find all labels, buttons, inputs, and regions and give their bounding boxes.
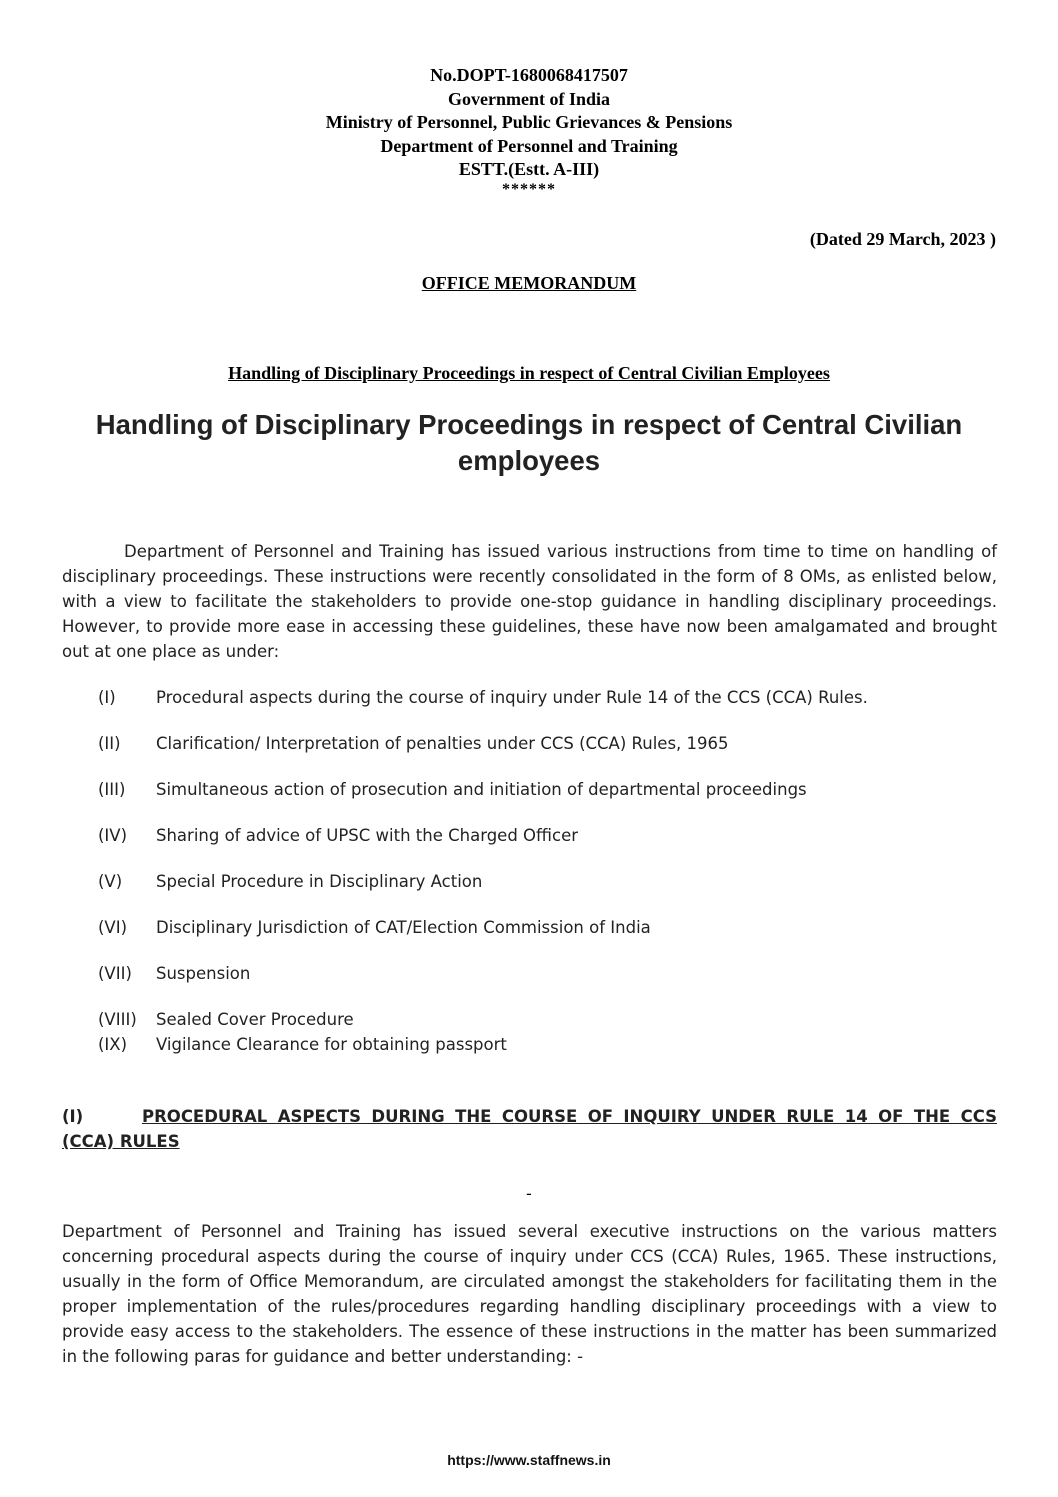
ministry-line: Ministry of Personnel, Public Grievances & Pensions bbox=[325, 112, 733, 132]
list-item bbox=[98, 1009, 354, 1031]
list-item bbox=[98, 687, 868, 709]
list-item bbox=[98, 779, 807, 801]
list-item bbox=[98, 917, 651, 939]
list-item-text: Suspension bbox=[156, 964, 251, 983]
list-item-text: Clarification/ Interpretation of penalties under CCS (CCA) Rules, 1965 bbox=[156, 734, 729, 753]
list-item-text: Sharing of advice of UPSC with the Charged Officer bbox=[156, 826, 578, 845]
section-heading bbox=[62, 1104, 997, 1154]
list-item bbox=[98, 825, 578, 847]
section-paragraph: Department of Personnel and Training has issued several executive instructions on the various matters concerning procedural aspects during the course of inquiry under CCS (CCA) Rules, 1965. These instructions, usually in the form of Office Memorandum, are circulated amongst the stakeholders for facilitating them in the proper implementation of the rules/procedures regarding handling disciplinary proceedings with a view to provide easy access to the stakeholders. The essence of these instructions in the matter has been summarized in the following paras for guidance and better understanding: - bbox=[62, 1222, 997, 1366]
list-item-number: (II) bbox=[98, 734, 121, 753]
list-item-text: Procedural aspects during the course of inquiry under Rule 14 of the CCS (CCA) Rules. bbox=[156, 688, 868, 707]
list-item bbox=[98, 963, 250, 985]
list-item bbox=[98, 733, 729, 755]
document-title: Handling of Disciplinary Proceedings in respect of Central Civilian employees bbox=[95, 409, 963, 476]
intro-paragraph: Department of Personnel and Training has issued various instructions from time to time on handling of disciplinary proceedings. These instructions were recently consolidated in the form of 8 OMs, as enlisted below, with a view to facilitate the stakeholders to provide one-stop guidance in handling disciplinary proceedings. However, to provide more ease in accessing these guidelines, these have now been amalgamated and brought out at one place as under: bbox=[62, 542, 997, 661]
list-item-number: (I) bbox=[98, 688, 116, 707]
subject-line: Handling of Disciplinary Proceedings in respect of Central Civilian Employees bbox=[228, 363, 830, 383]
department-line: Department of Personnel and Training bbox=[380, 135, 678, 156]
list-item bbox=[98, 1034, 507, 1056]
list-item bbox=[98, 871, 482, 893]
list-item-number: (IX) bbox=[98, 1035, 128, 1054]
list-item-text: Simultaneous action of prosecution and initiation of departmental proceedings bbox=[156, 780, 807, 799]
list-item-text: Disciplinary Jurisdiction of CAT/Election Commission of India bbox=[156, 918, 651, 937]
footer-url: https://www.staffnews.in bbox=[447, 1452, 611, 1468]
list-item-number: (VIII) bbox=[98, 1010, 137, 1029]
list-item-text: Vigilance Clearance for obtaining passport bbox=[156, 1035, 507, 1054]
section-line: ESTT.(Estt. A-III) bbox=[458, 159, 600, 179]
separator-stars: ****** bbox=[502, 180, 556, 198]
list-item-number: (VI) bbox=[98, 918, 128, 937]
government-line: Government of India bbox=[448, 88, 610, 109]
section-title: PROCEDURAL ASPECTS DURING THE COURSE OF INQUIRY UNDER RULE 14 OF THE CCS (CCA) RULES bbox=[62, 1107, 997, 1151]
list-item-number: (VII) bbox=[98, 964, 132, 983]
list-item-number: (V) bbox=[98, 872, 123, 891]
om-number: No.DOPT-1680068417507 bbox=[430, 65, 628, 85]
list-item-text: Sealed Cover Procedure bbox=[156, 1010, 354, 1029]
list-item-number: (III) bbox=[98, 780, 126, 799]
list-item-number: (IV) bbox=[98, 826, 128, 845]
separator-dash: - bbox=[526, 1184, 532, 1203]
letterhead bbox=[0, 64, 1058, 198]
list-item-text: Special Procedure in Disciplinary Action bbox=[156, 872, 483, 891]
memo-heading: OFFICE MEMORANDUM bbox=[421, 273, 637, 293]
section-number: (I) bbox=[62, 1107, 84, 1126]
date-line: (Dated 29 March, 2023 ) bbox=[809, 229, 996, 249]
